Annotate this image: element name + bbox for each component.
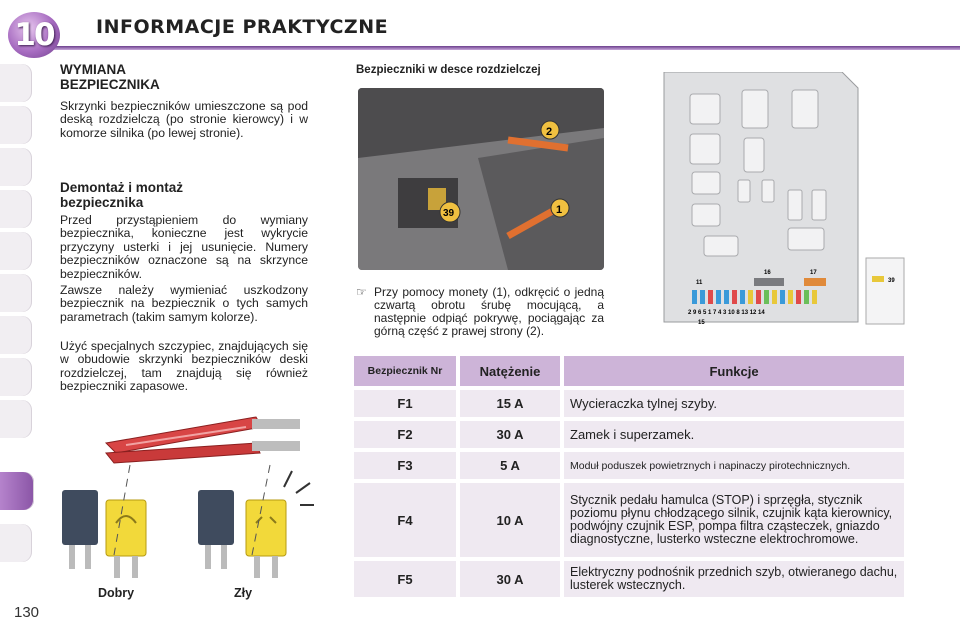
paragraph-1: Przed przystąpieniem do wymiany bezpiecznika, konieczne jest wykrycie przyczyny usterki i jej usunięcie. Numery bezpieczników oznaczone są na skrzynce bezpieczników. [60,213,308,281]
bad-fuse-icon [198,465,314,578]
chapter-tab-7[interactable] [0,316,32,354]
callout-2: 2 [546,126,553,138]
page-title: INFORMACJE PRAKTYCZNE [96,16,389,38]
chapter-tab-8[interactable] [0,358,32,396]
header-rule [44,46,960,50]
table-header-row [354,356,904,386]
fusebox-label-17: 17 [810,270,817,276]
chapter-tab-4[interactable] [0,190,32,228]
fusebox-bottom-labels: 2 9 6 5 1 7 4 3 10 8 13 12 14 [688,310,765,316]
table-row [354,561,904,597]
intro-text: Skrzynki bezpieczników umieszczone są pod deską rozdzielczą (po stronie kierowcy) i w komorze silnika (po lewej stronie). [60,99,308,140]
fusebox-label-11: 11 [696,280,703,286]
pliers-icon [106,417,300,463]
paragraph-2: Zawsze należy wymieniać uszkodzony bezpiecznik na bezpiecznik o tych samych parametrach (takim samym kolorze). [60,283,308,324]
paragraph-3: Użyć specjalnych szczypiec, znajdujących się w obudowie skrzynki bezpieczników deski rozdzielczej, tam znajdują się również bezpieczniki zapasowe. [60,339,308,394]
fuse-amperage: 15 A [460,390,560,417]
good-fuse-icon [62,465,146,578]
callout-1: 1 [556,204,563,216]
chapter-number: 10 [14,17,54,53]
chapter-tab-2[interactable] [0,106,32,144]
chapter-tab-6[interactable] [0,274,32,312]
dashboard-fusebox-photo [358,88,604,270]
fuse-number: F5 [354,561,456,597]
header-fuse-number: Bezpiecznik Nr [354,356,456,386]
chapter-tabs [0,64,36,582]
fuse-function: Stycznik pedału hamulca (STOP) i sprzęgła, stycznik poziomu płynu chłodzącego silnik, czujnik kąta kierownicy, podwójny czujnik ESP, pompa filtra cząsteczek, gniazdo diagnostyczne, lusterko wsteczne elektrochromowe. [564,483,904,557]
table-row [354,390,904,417]
table-row [354,452,904,479]
fuse-function: Moduł poduszek powietrznych i napinaczy pirotechnicznych. [564,452,904,479]
instruction-text: Przy pomocy monety (1), odkręcić o jedną czwartą obrotu śrubę mocującą, a następnie odpiąć pokrywę, pociągając za górną część z prawej strony (2). [374,285,604,338]
fuse-number: F1 [354,390,456,417]
chapter-tab-9[interactable] [0,400,32,438]
chapter-tab-3[interactable] [0,148,32,186]
page-number: 130 [14,604,40,621]
fuse-function: Zamek i superzamek. [564,421,904,448]
fuse-number: F4 [354,483,456,557]
table-row [354,483,904,557]
fuse-amperage: 30 A [460,421,560,448]
fusebox-instruction [356,286,604,338]
fuse-function: Wycieraczka tylnej szyby. [564,390,904,417]
pointing-hand-icon: ☞ [356,285,367,299]
fusebox-label-15: 15 [698,320,705,326]
subsection-heading: Demontaż i montaż bezpiecznika [60,180,184,210]
fuse-number: F2 [354,421,456,448]
fuse-amperage: 10 A [460,483,560,557]
fusebox-diagram [652,72,910,332]
table-row [354,421,904,448]
label-good: Dobry [98,586,135,600]
fuse-number: F3 [354,452,456,479]
fuse-pliers-illustration [56,405,326,585]
chapter-tab-10[interactable] [0,472,34,510]
chapter-tab-11[interactable] [0,524,32,562]
callout-39: 39 [443,208,455,219]
section-heading: WYMIANA BEZPIECZNIKA [60,62,160,92]
fuse-amperage: 5 A [460,452,560,479]
fusebox-label-16: 16 [764,270,771,276]
fuse-table [354,356,904,601]
fuse-function: Elektryczny podnośnik przednich szyb, otwieranego dachu, lusterek wstecznych. [564,561,904,597]
chapter-badge [8,12,60,58]
header-amperage: Natężenie [460,356,560,386]
dashboard-fuses-title: Bezpieczniki w desce rozdzielczej [356,64,541,76]
fusebox-label-39: 39 [888,278,895,284]
label-bad: Zły [234,586,253,600]
chapter-tab-1[interactable] [0,64,32,102]
header-functions: Funkcje [564,356,904,386]
fuse-amperage: 30 A [460,561,560,597]
chapter-tab-5[interactable] [0,232,32,270]
